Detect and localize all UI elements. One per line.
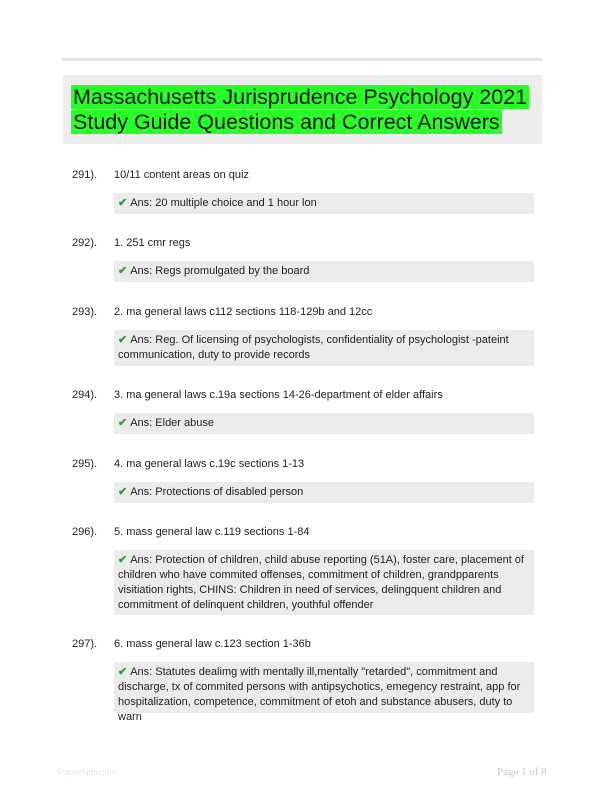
answer-box [114,413,534,434]
page-indicator: Page 1 of 8 [497,766,547,778]
question-text: 4. ma general laws c.19c sections 1-13 [114,458,305,470]
answer-text: Ans: Reg. Of licensing of psychologists, confidentiality of psychologist -pateint communication, duty to provide records [118,334,509,361]
check-icon: ✔ [118,554,128,566]
check-icon: ✔ [118,417,128,429]
check-icon: ✔ [118,265,128,277]
question-number: 292). [72,237,98,249]
document-title [71,85,529,135]
title-line-2: Study Guide Questions and Correct Answers [73,110,500,134]
check-icon: ✔ [118,197,128,209]
question-text: 6. mass general law c.123 section 1-36b [114,638,311,650]
check-icon: ✔ [118,666,128,678]
answer-box [114,550,534,615]
question-text: 3. ma general laws c.19a sections 14-26-department of elder affairs [114,389,443,401]
question-number: 296). [72,526,98,538]
check-icon: ✔ [118,334,128,346]
answer-text: Ans: Elder abuse [130,417,214,429]
answer-box [114,482,534,503]
answer-text: Ans: Protection of children, child abuse reporting (51A), foster care, placement of children who have commited offenses, commitment of children, grandpparents visitiation rights, CHINS: Children in need of services, delingquent children and commitment of delinquent children, youthful offender [118,554,524,611]
question-text: 10/11 content areas on quiz [114,169,249,181]
question-number: 293). [72,306,98,318]
check-icon: ✔ [118,486,128,498]
header-rule [62,58,542,61]
answer-text: Ans: 20 multiple choice and 1 hour lon [130,197,317,209]
question-text: 2. ma general laws c112 sections 118-129b and 12cc [114,306,373,318]
answer-box [114,193,534,214]
answer-box [114,261,534,282]
footer-watermark: PaperNibi.com [58,767,118,777]
answer-box [114,662,534,723]
question-text: 5. mass general law c.119 sections 1-84 [114,526,310,538]
answer-text: Ans: Statutes dealimg with mentally ill,mentally "retarded", commitment and discharge, tx of commited persons with antipsychotics, emegency restraint, app for hospitalization, competence, commitment of etoh and substance abusers, duty to warn [118,666,521,723]
question-number: 291). [72,169,98,181]
answer-text: Ans: Regs promulgated by the board [130,265,310,277]
question-number: 295). [72,458,98,470]
title-box [63,75,542,144]
question-number: 294). [72,389,98,401]
question-number: 297). [72,638,98,650]
answer-text: Ans: Protections of disabled person [130,486,304,498]
answer-box [114,330,534,366]
title-line-1: Massachusetts Jurisprudence Psychology 2021 [73,85,528,109]
question-text: 1. 251 cmr regs [114,237,191,249]
